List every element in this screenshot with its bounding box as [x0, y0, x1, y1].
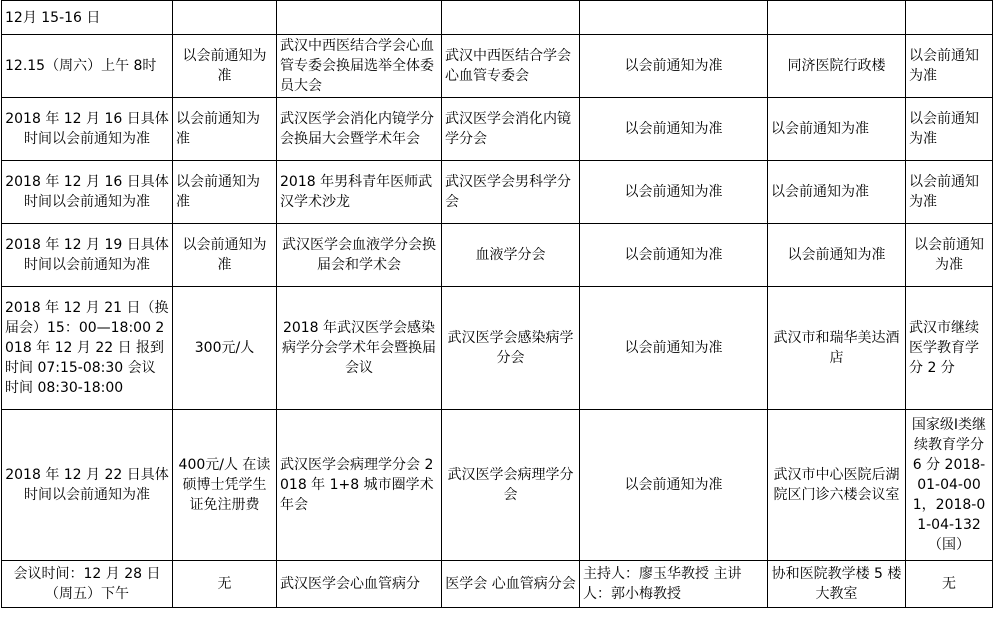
table-row — [2, 35, 993, 98]
cell-fee: 300元/人 — [173, 287, 277, 410]
cell-venue: 协和医院教学楼 5 楼大教室 — [768, 561, 906, 608]
cell-organizer: 武汉医学会病理学分会 — [442, 410, 580, 561]
cell-organizer — [442, 1, 580, 35]
cell-topic: 武汉医学会消化内镜学分会换届大会暨学术年会 — [277, 98, 442, 161]
cell-topic: 武汉医学会血液学分会换届会和学术会 — [277, 224, 442, 287]
cell-topic: 2018 年男科青年医师武汉学术沙龙 — [277, 161, 442, 224]
cell-topic: 武汉中西医结合学会心血管专委会换届选举全体委员大会 — [277, 35, 442, 98]
table-row — [2, 1, 993, 35]
cell-venue: 武汉市中心医院后湖院区门诊六楼会议室 — [768, 410, 906, 561]
cell-date: 2018 年 12 月 22 日具体时间以会前通知为准 — [2, 410, 173, 561]
cell-speaker: 以会前通知为准 — [580, 287, 768, 410]
meeting-schedule-table — [1, 0, 993, 608]
cell-venue — [768, 1, 906, 35]
table-row — [2, 98, 993, 161]
cell-fee: 以会前通知为准 — [173, 161, 277, 224]
cell-speaker: 以会前通知为准 — [580, 35, 768, 98]
cell-credit: 国家级I类继续教育学分 6 分 2018-01-04-001，2018-01-04-132（国） — [906, 410, 993, 561]
cell-organizer: 武汉医学会感染病学分会 — [442, 287, 580, 410]
cell-date: 2018 年 12 月 16 日具体时间以会前通知为准 — [2, 161, 173, 224]
cell-date: 2018 年 12 月 16 日具体时间以会前通知为准 — [2, 98, 173, 161]
cell-organizer: 武汉医学会男科学分会 — [442, 161, 580, 224]
cell-credit: 无 — [906, 561, 993, 608]
cell-credit: 以会前通知为准 — [906, 161, 993, 224]
cell-organizer: 武汉中西医结合学会心血管专委会 — [442, 35, 580, 98]
cell-speaker: 以会前通知为准 — [580, 224, 768, 287]
cell-date: 会议时间：12 月 28 日（周五）下午 — [2, 561, 173, 608]
cell-credit: 以会前通知为准 — [906, 98, 993, 161]
cell-credit — [906, 1, 993, 35]
table-row — [2, 161, 993, 224]
cell-speaker — [580, 1, 768, 35]
cell-venue: 同济医院行政楼 — [768, 35, 906, 98]
cell-speaker: 以会前通知为准 — [580, 98, 768, 161]
cell-fee: 以会前通知为准 — [173, 224, 277, 287]
cell-credit: 以会前通知为准 — [906, 35, 993, 98]
cell-organizer: 武汉医学会消化内镜学分会 — [442, 98, 580, 161]
cell-venue: 以会前通知为准 — [768, 224, 906, 287]
cell-venue: 武汉市和瑞华美达酒店 — [768, 287, 906, 410]
cell-speaker: 主持人：廖玉华教授 主讲人：郭小梅教授 — [580, 561, 768, 608]
cell-fee: 无 — [173, 561, 277, 608]
cell-speaker: 以会前通知为准 — [580, 161, 768, 224]
cell-fee: 以会前通知为准 — [173, 35, 277, 98]
table-row — [2, 287, 993, 410]
cell-topic: 2018 年武汉医学会感染病学分会学术年会暨换届会议 — [277, 287, 442, 410]
cell-topic: 武汉医学会心血管病分 — [277, 561, 442, 608]
cell-date: 12.15（周六）上午 8时 — [2, 35, 173, 98]
table-row — [2, 410, 993, 561]
table-row — [2, 561, 993, 608]
cell-date: 2018 年 12 月 19 日具体时间以会前通知为准 — [2, 224, 173, 287]
cell-fee: 400元/人 在读硕博士凭学生证免注册费 — [173, 410, 277, 561]
cell-fee — [173, 1, 277, 35]
cell-organizer: 血液学分会 — [442, 224, 580, 287]
cell-credit: 以会前通知为准 — [906, 224, 993, 287]
cell-topic — [277, 1, 442, 35]
cell-organizer: 医学会 心血管病分会 — [442, 561, 580, 608]
cell-topic: 武汉医学会病理学分会 2018 年 1+8 城市圈学术年会 — [277, 410, 442, 561]
table-row — [2, 224, 993, 287]
cell-venue: 以会前通知为准 — [768, 98, 906, 161]
cell-credit: 武汉市继续医学教育学分 2 分 — [906, 287, 993, 410]
cell-fee: 以会前通知为准 — [173, 98, 277, 161]
cell-venue: 以会前通知为准 — [768, 161, 906, 224]
cell-date: 2018 年 12 月 21 日（换届会）15：00—18:00 2018 年 12 月 22 日 报到时间 07:15-08:30 会议时间 08:30-18:00 — [2, 287, 173, 410]
cell-speaker: 以会前通知为准 — [580, 410, 768, 561]
cell-date: 12月 15-16 日 — [2, 1, 173, 35]
